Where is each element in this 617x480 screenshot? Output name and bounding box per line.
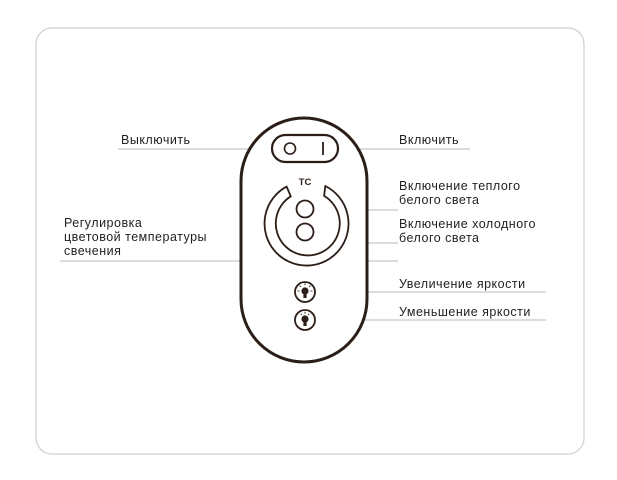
label-brightness-down: Уменьшение яркости	[399, 305, 531, 319]
label-switch-off: Выключить	[121, 133, 191, 147]
label-switch-on: Включить	[399, 133, 460, 147]
label-cold-white: Включение холодного белого света	[399, 217, 536, 245]
power-rocker-switch[interactable]	[272, 135, 338, 162]
label-warm-white: Включение теплого белого света	[399, 179, 521, 207]
brightness-down-bulb-icon[interactable]	[295, 310, 315, 330]
warm-white-button-icon[interactable]	[297, 201, 314, 218]
brightness-up-bulb-icon[interactable]	[295, 282, 315, 302]
brand-logo: TC	[298, 177, 312, 188]
label-brightness-up: Увеличение яркости	[399, 277, 526, 291]
label-color-temperature: Регулировка цветовой температуры свечения	[64, 216, 208, 258]
cold-white-button-icon[interactable]	[297, 224, 314, 241]
